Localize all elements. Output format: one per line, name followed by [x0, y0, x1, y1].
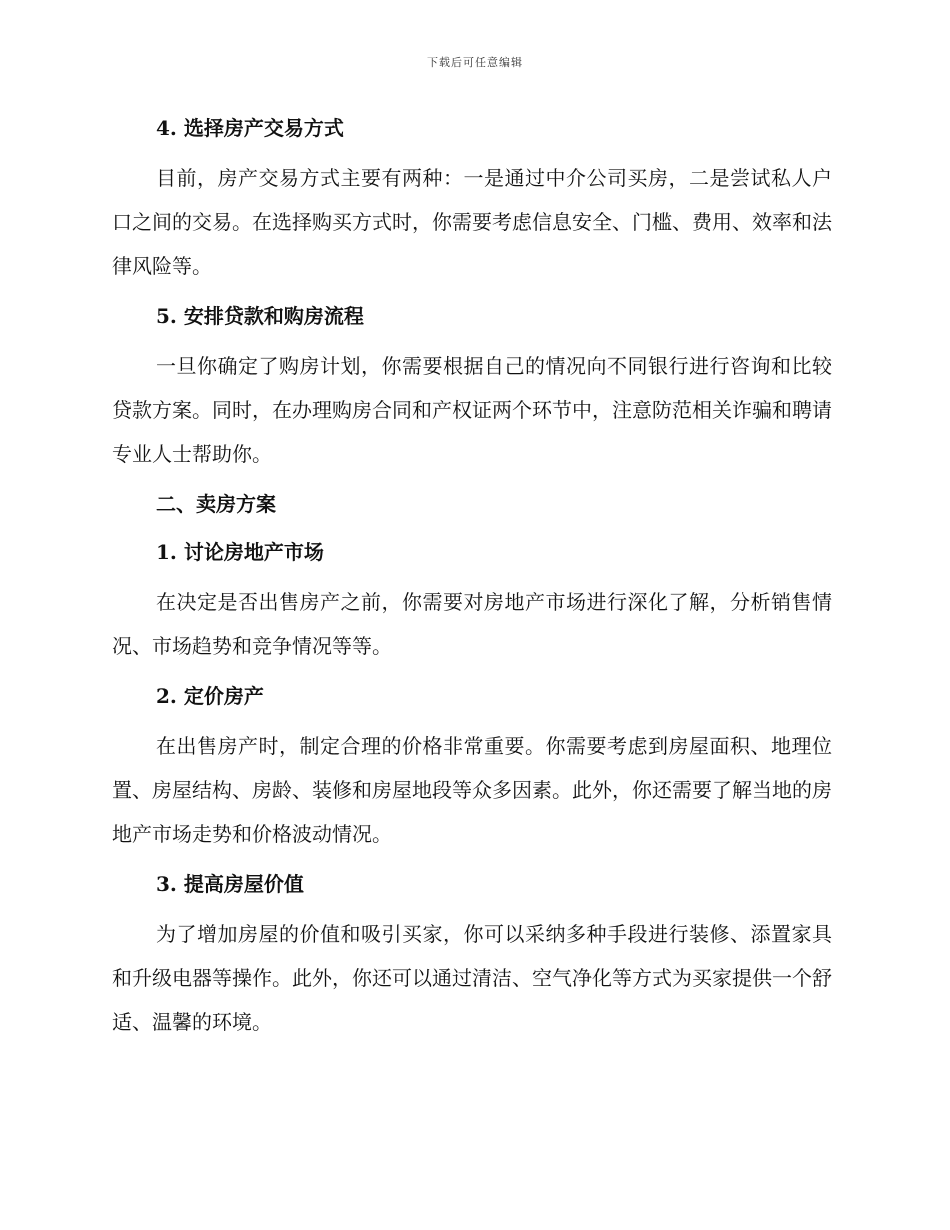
section-heading-loan-process: 5. 安排贷款和购房流程: [156, 304, 364, 328]
document-body: [112, 108, 832, 1052]
section-heading-increase-value: 3. 提高房屋价值: [156, 872, 304, 896]
section-heading-market-discussion: 1. 讨论房地产市场: [156, 540, 324, 564]
paragraph-pricing: 在出售房产时，制定合理的价格非常重要。你需要考虑到房屋面积、地理位置、房屋结构、房龄、装修和房屋地段等众多因素。此外，你还需要了解当地的房地产市场走势和价格波动情况。: [112, 734, 832, 846]
section-heading-selling-plan: 二、卖房方案: [156, 492, 276, 516]
section-heading-pricing: 2. 定价房产: [156, 684, 264, 708]
section-heading-select-trade-method: 4. 选择房产交易方式: [156, 116, 344, 140]
paragraph-market-discussion: 在决定是否出售房产之前，你需要对房地产市场进行深化了解，分析销售情况、市场趋势和竞争情况等等。: [112, 590, 832, 658]
paragraph-increase-value: 为了增加房屋的价值和吸引买家，你可以采纳多种手段进行装修、添置家具和升级电器等操作。此外，你还可以通过清洁、空气净化等方式为买家提供一个舒适、温馨的环境。: [112, 922, 832, 1034]
paragraph-loan-process: 一旦你确定了购房计划，你需要根据自己的情况向不同银行进行咨询和比较贷款方案。同时，在办理购房合同和产权证两个环节中，注意防范相关诈骗和聘请专业人士帮助你。: [112, 354, 832, 466]
page-header-note: 下载后可任意编辑: [427, 56, 523, 69]
paragraph-trade-method: 目前，房产交易方式主要有两种：一是通过中介公司买房，二是尝试私人户口之间的交易。在选择购买方式时，你需要考虑信息安全、门槛、费用、效率和法律风险等。: [112, 166, 832, 278]
